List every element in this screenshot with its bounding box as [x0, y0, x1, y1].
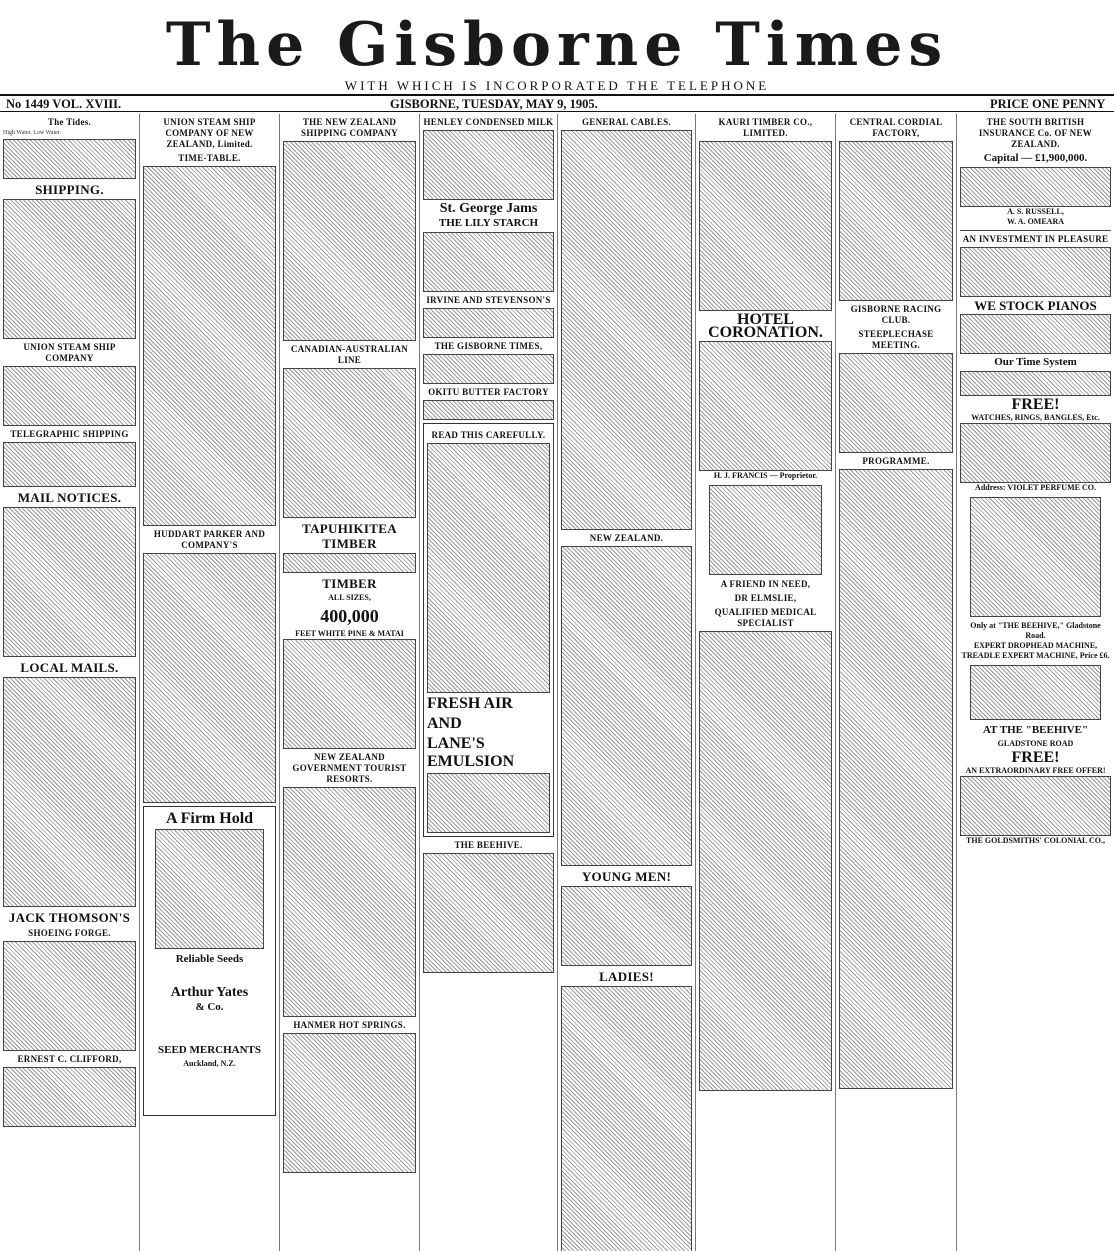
- insurance-capital: Capital — £1,900,000.: [983, 152, 1088, 164]
- lanes-ad: [423, 423, 554, 837]
- cables-text: [561, 130, 692, 530]
- nz-shipping-text: [283, 141, 416, 341]
- column-8: [956, 114, 1114, 1251]
- cordial-text: [839, 141, 953, 301]
- extraordinary-offer: AN EXTRAORDINARY FREE OFFER!: [965, 766, 1106, 775]
- masthead: [0, 0, 1114, 92]
- shipping-text: [3, 199, 136, 339]
- elmslie-heading: DR ELMSLIE,: [734, 593, 797, 603]
- sewing-machine-illustration: [970, 497, 1101, 617]
- forge-heading: SHOEING FORGE.: [28, 928, 111, 938]
- yates-name: Arthur Yates: [170, 985, 249, 1000]
- hotel-heading: HOTEL CORONATION.: [708, 311, 823, 341]
- programme-heading: PROGRAMME.: [862, 456, 930, 466]
- henley-text: [423, 130, 554, 200]
- huddart-heading: HUDDART PARKER AND COMPANY'S: [153, 529, 266, 550]
- friend-heading: A FRIEND IN NEED,: [720, 579, 811, 589]
- hands-illustration: [155, 829, 264, 949]
- hotel-proprietor: H. J. FRANCIS — Proprietor.: [713, 471, 818, 480]
- shipping-heading: SHIPPING.: [35, 182, 104, 197]
- reliable-seeds: Reliable Seeds: [175, 953, 244, 965]
- free2-heading: FREE!: [1011, 749, 1060, 766]
- lanes-text: [427, 773, 550, 833]
- price: PRICE ONE PENNY: [990, 97, 1106, 111]
- canadian-heading: CANADIAN-AUSTRALIAN LINE: [290, 344, 409, 365]
- watches-text: [960, 423, 1111, 483]
- yates-ad: [143, 806, 276, 1116]
- timber-text: [283, 639, 416, 749]
- violet-address: Address: VIOLET PERFUME CO.: [975, 483, 1096, 492]
- telegraphic-text: [3, 442, 136, 487]
- jack-heading: JACK THOMSON'S: [8, 910, 131, 925]
- resorts-heading: NEW ZEALAND GOVERNMENT TOURIST RESORTS.: [292, 752, 407, 784]
- local-mails-heading: LOCAL MAILS.: [20, 660, 119, 675]
- meeting-heading: STEEPLECHASE MEETING.: [858, 329, 934, 350]
- irvine-text: [423, 308, 554, 338]
- timetable-text: [143, 166, 276, 526]
- expert-machine: EXPERT DROPHEAD MACHINE,: [973, 641, 1098, 650]
- meeting-text: [839, 353, 953, 453]
- yates-co: & Co.: [195, 1001, 224, 1013]
- starch-heading: THE LILY STARCH: [438, 217, 539, 229]
- seed-merchants: SEED MERCHANTS: [158, 1044, 261, 1056]
- henley-heading: HENLEY CONDENSED MILK: [423, 117, 554, 127]
- forge-text: [3, 941, 136, 1051]
- investment-text: [960, 247, 1111, 297]
- clifford-heading: ERNEST C. CLIFFORD,: [17, 1054, 122, 1064]
- kauri-text: [699, 141, 832, 311]
- time-text: [960, 371, 1111, 396]
- times-text: [423, 354, 554, 384]
- read-heading: READ THIS CAREFULLY.: [431, 430, 546, 440]
- beehive-heading: AT THE "BEEHIVE": [982, 724, 1089, 736]
- ladies-heading: LADIES!: [599, 969, 654, 984]
- column-4: [420, 114, 558, 1251]
- beehive-only: Only at "THE BEEHIVE," Gladstone Road.: [970, 621, 1101, 640]
- kauri-heading: KAURI TIMBER CO., LIMITED.: [718, 117, 813, 138]
- watches-heading: WATCHES, RINGS, BANGLES, Etc.: [971, 413, 1100, 422]
- timetable-heading: TIME-TABLE.: [178, 153, 241, 163]
- tides-rows: [3, 139, 136, 179]
- column-2: [140, 114, 280, 1251]
- column-5: [558, 114, 696, 1251]
- column-1: [0, 114, 140, 1251]
- goldsmiths-heading: THE GOLDSMITHS' COLONIAL CO.,: [966, 836, 1105, 845]
- okitu-heading: OKITU BUTTER FACTORY: [428, 387, 549, 397]
- okitu-text: [423, 400, 554, 420]
- tapu-heading: TAPUHIKITEA TIMBER: [302, 521, 397, 551]
- firm-hold: A Firm Hold: [165, 810, 254, 827]
- times-heading: THE GISBORNE TIMES,: [434, 341, 543, 351]
- column-7: [836, 114, 956, 1251]
- nz-heading: NEW ZEALAND.: [589, 533, 664, 543]
- hotel-text: [699, 341, 832, 471]
- specialist-heading: QUALIFIED MEDICAL SPECIALIST: [714, 607, 817, 628]
- nz-shipping-heading: THE NEW ZEALAND SHIPPING COMPANY: [301, 117, 398, 138]
- feet-count: 400,000: [320, 606, 379, 626]
- treadle-machine: TREADLE EXPERT MACHINE, Price £6.: [961, 651, 1110, 660]
- hanmer-text: [283, 1033, 416, 1173]
- starch-text: [423, 232, 554, 292]
- stgeorge-heading: St. George Jams: [439, 201, 538, 216]
- young-men-heading: YOUNG MEN!: [581, 869, 672, 884]
- all-sizes: ALL SIZES,: [328, 593, 371, 602]
- irvine-heading: IRVINE AND STEVENSON'S: [426, 295, 551, 305]
- omeara: W. A. OMEARA: [1006, 217, 1065, 226]
- tapu-text: [283, 553, 416, 573]
- pianos-text: [960, 314, 1111, 354]
- beehive-text: [423, 853, 554, 973]
- insurance-heading: THE SOUTH BRITISH INSURANCE Co. OF NEW ZEALAND.: [978, 117, 1093, 149]
- timber-heading: TIMBER: [322, 576, 377, 591]
- local-mails-text: [3, 677, 136, 907]
- tides-table: High Water. Low Water.: [3, 130, 61, 136]
- russell: A. S. RUSSELL,: [1007, 207, 1064, 216]
- union-text: [3, 366, 136, 426]
- huddart-text: [143, 553, 276, 803]
- beehive-heading: THE BEEHIVE.: [454, 840, 523, 850]
- gladstone-road: GLADSTONE ROAD: [997, 739, 1074, 748]
- and-text: AND: [427, 715, 462, 732]
- pianos-heading: WE STOCK PIANOS: [974, 298, 1097, 313]
- insurance-text: [960, 167, 1111, 207]
- telegraphic-heading: TELEGRAPHIC SHIPPING: [10, 429, 129, 439]
- newspaper-subtitle: WITH WHICH IS INCORPORATED THE TELEPHONE: [344, 78, 770, 93]
- column-6: [696, 114, 836, 1251]
- newspaper-title: The Gisborne Times: [165, 10, 949, 80]
- free-heading: FREE!: [1011, 396, 1060, 413]
- date: GISBORNE, TUESDAY, MAY 9, 1905.: [390, 97, 598, 111]
- cables-heading: GENERAL CABLES.: [581, 117, 672, 127]
- dateline: [0, 94, 1114, 112]
- yates-location: Auckland, N.Z.: [183, 1059, 236, 1068]
- ladies-text: [561, 986, 692, 1251]
- time-system: Our Time System: [994, 356, 1077, 368]
- fresh-air: FRESH AIR: [427, 695, 513, 712]
- nz-text: [561, 546, 692, 866]
- mail-text: [3, 507, 136, 657]
- hanmer-heading: HANMER HOT SPRINGS.: [293, 1020, 406, 1030]
- read-text: [427, 443, 550, 693]
- union-ad-heading: UNION STEAM SHIP COMPANY OF NEW ZEALAND, Limited.: [163, 117, 256, 149]
- canadian-text: [283, 368, 416, 518]
- programme-text: [839, 469, 953, 1089]
- columns: [0, 114, 1114, 1251]
- investment-heading: AN INVESTMENT IN PLEASURE: [962, 234, 1109, 244]
- issue-number: No 1449 VOL. XVIII.: [6, 97, 122, 111]
- cordial-heading: CENTRAL CORDIAL FACTORY,: [849, 117, 943, 138]
- specialist-text: [699, 631, 832, 1091]
- feet-note: FEET WHITE PINE & MATAI: [295, 629, 404, 638]
- mail-heading: MAIL NOTICES.: [17, 490, 122, 505]
- lanes-emulsion: LANE'S EMULSION: [427, 735, 515, 770]
- treadle-illustration: [970, 665, 1101, 720]
- watch-illustration: [960, 776, 1111, 836]
- union-heading: UNION STEAM SHIP COMPANY: [23, 342, 116, 363]
- racing-heading: GISBORNE RACING CLUB.: [850, 304, 942, 325]
- young-men-text: [561, 886, 692, 966]
- column-3: [280, 114, 420, 1251]
- resorts-text: [283, 787, 416, 1017]
- clifford-text: [3, 1067, 136, 1127]
- tides-heading: The Tides.: [47, 117, 92, 127]
- specialist-illustration: [709, 485, 822, 575]
